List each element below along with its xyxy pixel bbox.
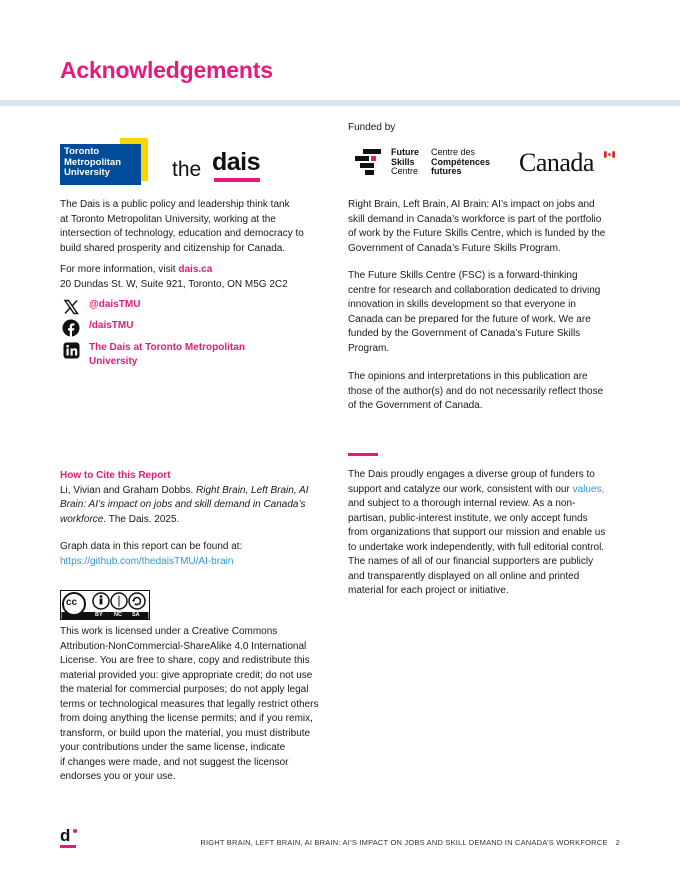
text-line: Attribution-NonCommercial-ShareAlike 4.0 International — [60, 640, 307, 652]
text-line: build shared prosperity and citizenship for Canada. — [60, 242, 286, 254]
header-divider — [0, 100, 680, 106]
text-line: The Future Skills Centre (FSC) is a forward-thinking — [348, 270, 578, 281]
cite-authors: Li, Vivian and Graham Dobbs. — [60, 484, 194, 496]
fsc-logo-line: Centre des — [431, 147, 476, 157]
fsc-logo-mark — [355, 149, 385, 175]
cite-heading: How to Cite this Report — [60, 470, 171, 481]
text-line: This work is licensed under a Creative Commons — [60, 626, 278, 637]
text-line: at Toronto Metropolitan University, working at the — [60, 213, 276, 225]
fsc-logo-line: Skills — [391, 156, 415, 167]
section-divider — [348, 453, 378, 456]
linkedin-icon — [60, 341, 82, 359]
fsc-logo-fr — [431, 148, 490, 177]
text-line: The Dais proudly engages a diverse group of funders to — [348, 469, 595, 480]
text-line: terms or technological measures that legally restrict others — [60, 698, 319, 710]
cc-badge-sa: SA — [132, 612, 140, 618]
more-info-text: For more information, visit — [60, 264, 176, 275]
text-line: endorses you or your use. — [60, 771, 176, 782]
dais-website-link[interactable]: dais.ca — [178, 264, 213, 275]
text-line: partisan, public-interest institute, we only accept funds — [348, 512, 588, 524]
text-line: from doing anything the license permits; and if you remix, — [60, 713, 313, 724]
canada-wordmark: Canada — [519, 148, 594, 177]
text-line: The Dais is a public policy and leadership think tank — [60, 199, 290, 210]
social-linkedin-label[interactable] — [89, 341, 245, 369]
social-linkedin-label-line: The Dais at Toronto Metropolitan — [89, 342, 245, 353]
cite-title: Right Brain, Left Brain, AI — [196, 484, 309, 496]
dais-logo-the: the — [172, 158, 202, 181]
text-line: and subject to a thorough internal review. As a non- — [348, 498, 576, 509]
about-paragraph — [60, 198, 340, 256]
more-info — [60, 263, 340, 292]
github-link[interactable]: https://github.com/thedaisTMU/AI-brain — [60, 555, 234, 567]
fsc-logo-line: Compétences — [431, 156, 491, 167]
text-line: The opinions and interpretations in this publication are — [348, 371, 588, 382]
text-line: if changes were made, and not suggest the licensor — [60, 756, 289, 768]
address: 20 Dundas St. W, Suite 921, Toronto, ON M5G 2C2 — [60, 278, 288, 290]
social-facebook[interactable] — [60, 319, 133, 337]
graph-data — [60, 540, 340, 569]
text-line: support and catalyze our work, consistent with our — [348, 483, 570, 495]
running-footer — [200, 838, 620, 847]
social-x[interactable] — [60, 298, 140, 316]
funded-by-label: Funded by — [348, 122, 396, 133]
tmu-logo-box — [60, 144, 141, 185]
text-line: from organizations that support our mission and enable us — [348, 527, 606, 538]
graph-data-intro: Graph data in this report can be found at: — [60, 541, 243, 552]
text-line: License. You are free to share, copy and redistribute this — [60, 655, 310, 666]
cite-title: Brain: AI’s impact on jobs and skill demand in Canada’s — [60, 499, 306, 510]
disclaimer-paragraph — [348, 370, 638, 414]
cite-tail: . The Dais. 2025. — [103, 513, 180, 525]
text-line: Right Brain, Left Brain, AI Brain: AI’s impact on jobs and — [348, 199, 595, 210]
footer-dais-logo — [60, 827, 70, 846]
text-line: material for each project or initiative. — [348, 585, 509, 596]
x-icon — [60, 298, 82, 316]
fsc-logo-en — [391, 148, 419, 177]
text-line: and transparently displayed on all online and printed — [348, 570, 580, 582]
footer-logo-bar — [60, 845, 76, 848]
text-line: the material for commercial purposes; do not apply legal — [60, 684, 309, 695]
page-number: 2 — [615, 838, 620, 847]
running-title: RIGHT BRAIN, LEFT BRAIN, AI BRAIN: AI’S IMPACT ON JOBS AND SKILL DEMAND IN CANADA’S WORKFORCE — [200, 838, 608, 847]
text-line: innovation in skills development so that everyone in — [348, 299, 576, 310]
text-line: centre for research and collaboration dedicated to driving — [348, 284, 601, 296]
citation-block — [60, 469, 340, 527]
dais-logo — [172, 148, 267, 184]
values-link[interactable]: values, — [572, 483, 605, 495]
fsc-logo-line: Centre — [391, 166, 419, 176]
social-linkedin[interactable] — [60, 341, 245, 369]
page-title: Acknowledgements — [60, 57, 273, 83]
dais-logo-word: dais — [212, 148, 261, 176]
tmu-logo-line: Toronto — [64, 146, 100, 157]
fsc-logo-line: Future — [391, 147, 419, 157]
text-line: of the Government of Canada. — [348, 400, 483, 411]
tmu-logo-line: University — [64, 167, 110, 178]
cc-license-badge[interactable] — [60, 590, 150, 620]
dais-logo-bar — [214, 178, 260, 182]
funders-paragraph — [348, 468, 638, 599]
fsc-logo-line: futures — [431, 166, 462, 176]
canada-flag-icon — [604, 151, 615, 158]
footer-logo-dot — [73, 829, 77, 833]
license-paragraph — [60, 625, 345, 785]
text-line: of work by the Future Skills Centre, which is funded by the — [348, 228, 606, 239]
text-line: material provided you: give appropriate credit; do not use — [60, 669, 313, 681]
social-facebook-label[interactable]: /daisTMU — [89, 320, 134, 331]
tmu-logo — [60, 138, 150, 186]
text-line: intersection of technology, education and democracy to — [60, 228, 304, 239]
tmu-logo-line: Metropolitan — [64, 156, 121, 168]
cc-badge-cc: cc — [66, 597, 78, 608]
text-line: transform, or build upon the material, you must distribute — [60, 727, 311, 739]
text-line: funded by the Government of Canada’s Future Skills — [348, 328, 581, 339]
facebook-icon — [60, 319, 82, 337]
text-line: skill demand in Canada’s workforce is part of the portfolio — [348, 213, 602, 225]
text-line: those of the author(s) and do not necessarily reflect those — [348, 385, 604, 397]
text-line: Government of Canada’s Future Skills Program. — [348, 242, 561, 254]
cc-badge-nc: NC — [114, 612, 122, 618]
funding-paragraph — [348, 198, 638, 256]
social-linkedin-label-line: University — [89, 356, 138, 367]
fsc-paragraph — [348, 269, 638, 356]
text-line: The names of all of our financial supporters are publicly — [348, 556, 594, 567]
text-line: Canada can be prepared for the future of work. We are — [348, 313, 591, 325]
text-line: your contributions under the same license, indicate — [60, 742, 286, 753]
social-x-label[interactable]: @daisTMU — [89, 299, 141, 310]
future-skills-centre-logo — [355, 148, 505, 176]
footer-logo-letter: d — [60, 826, 71, 845]
cc-badge-by: BY — [95, 612, 103, 618]
text-line: to undertake work independently, with full editorial control. — [348, 541, 605, 553]
cite-title: workforce — [60, 513, 104, 525]
text-line: Program. — [348, 342, 390, 354]
